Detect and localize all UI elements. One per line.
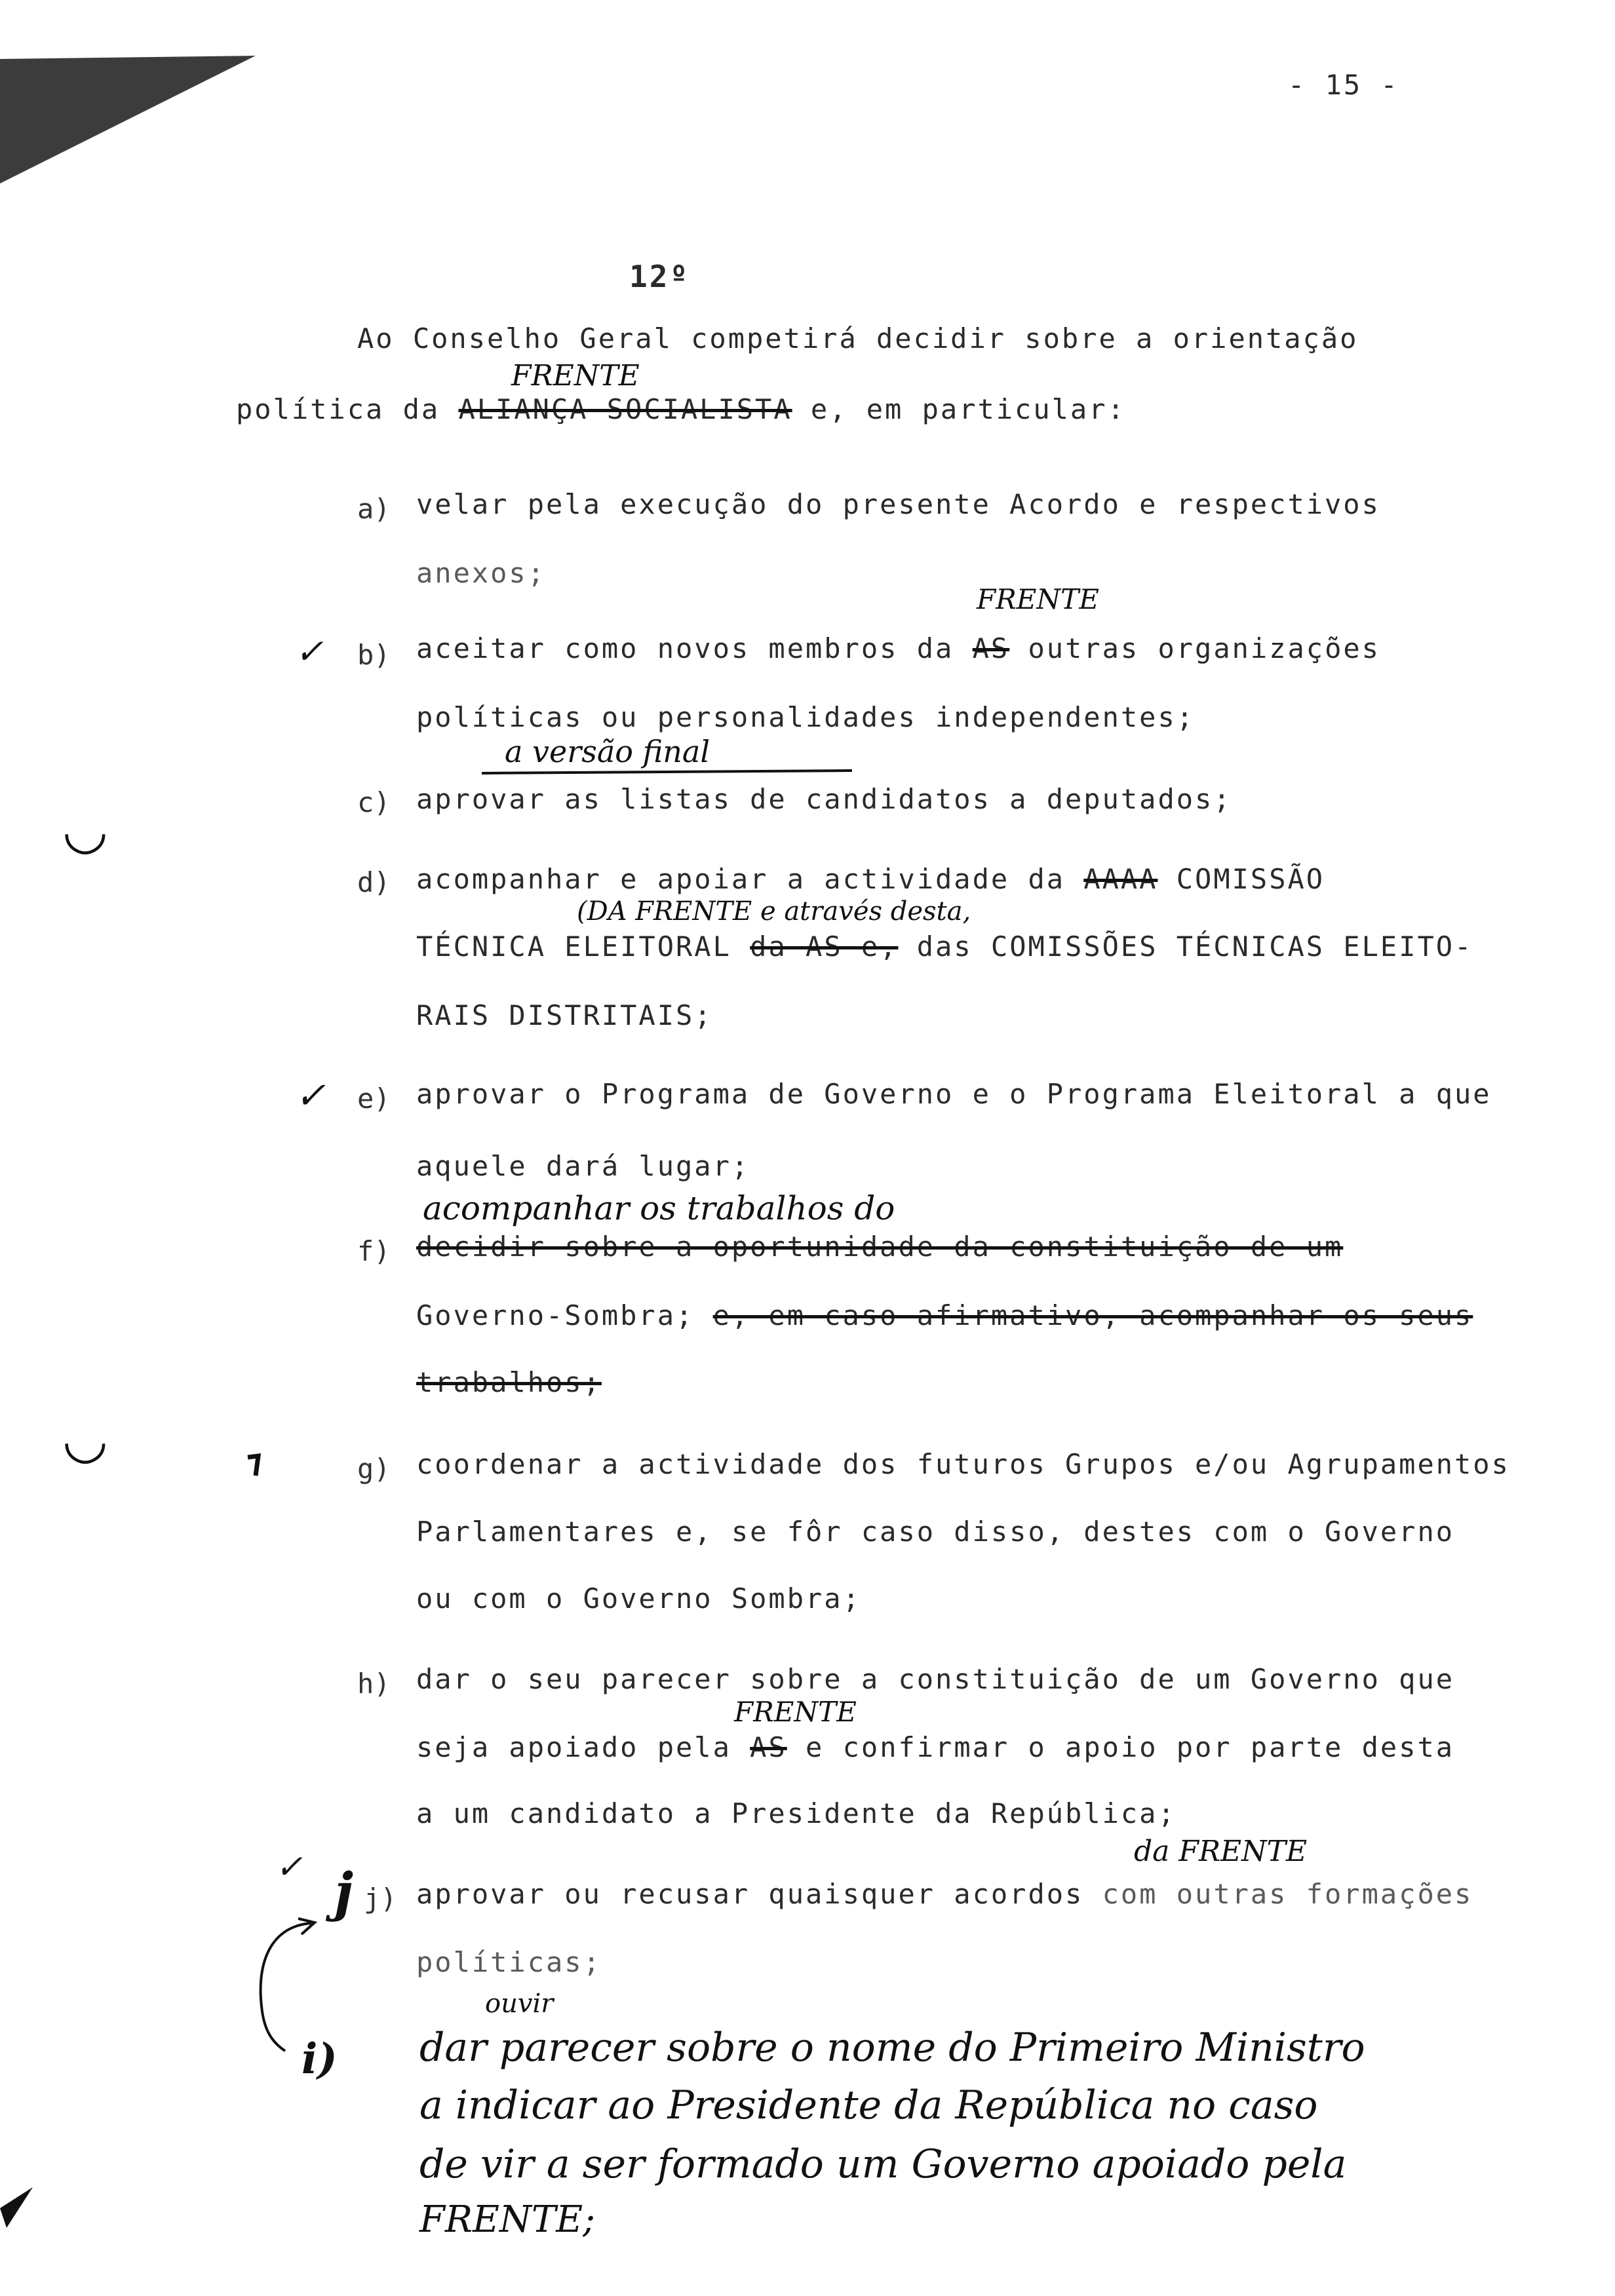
item-a-line-1: velar pela execução do presente Acordo e respectivos [416,488,1380,520]
item-h-suffix-2: e confirmar o apoio por parte desta [806,1731,1455,1763]
item-j-check-mark: ✓ [275,1848,303,1886]
item-f-label: f) [357,1235,391,1267]
item-f-struck-2: e, em caso afirmativo, acompanhar os seus [712,1299,1473,1331]
intro-prefix: política da [236,393,440,425]
item-h-line-1: dar o seu parecer sobre a constituição de um Governo que [416,1663,1455,1695]
item-i-label: i) [302,2035,338,2084]
item-d-line-1 [416,863,1325,895]
item-e-line-2: aquele dará lugar; [416,1150,750,1182]
intro-line-2 [236,393,1126,425]
item-j-insertion: da FRENTE [1134,1835,1308,1868]
item-h-label: h) [357,1668,391,1700]
item-e-line-1: aprovar o Programa de Governo e o Programa Eleitoral a que [416,1078,1492,1110]
item-e-check-mark: ✓ [295,1075,326,1117]
item-h-prefix-2: seja apoiado pela [416,1731,731,1763]
item-c-label: c) [357,786,391,818]
item-j-label: j) [364,1883,397,1915]
item-e-label: e) [357,1082,391,1115]
item-j-line-1 [416,1878,1473,1910]
item-d-suffix-2: das COMISSÕES TÉCNICAS ELEITO- [916,930,1473,963]
scan-corner-shadow [0,39,262,190]
item-b-struck: AS [972,632,1010,664]
item-j-prefix: aprovar ou recusar quaisquer acordos [416,1878,1084,1910]
item-j-hand-label: j [334,1861,353,1923]
item-g-line-1: coordenar a actividade dos futuros Grupos e/ou Agrupamentos [416,1448,1510,1480]
item-a-label: a) [357,493,391,525]
item-f-line-2 [416,1299,1473,1331]
intro-suffix: e, em particular: [810,393,1126,425]
item-f-insertion: acompanhar os trabalhos do [423,1189,895,1227]
item-c-insertion: a versão final [505,734,710,769]
item-h-struck-2: AS [750,1731,787,1763]
item-b-label: b) [357,639,391,671]
item-f-prefix-2: Governo-Sombra; [416,1299,695,1331]
margin-arc-c: ◡ [62,799,108,860]
item-b-suffix: outras organizações [1028,632,1380,664]
item-b-check-mark: ✓ [295,632,324,672]
item-d-line-2 [416,930,1473,963]
item-c-underline [478,765,859,778]
item-h-insertion: FRENTE [734,1696,857,1728]
item-i-line-1: dar parecer sobre o nome do Primeiro Ministro [419,2025,1365,2071]
item-b-prefix: aceitar como novos membros da [416,632,954,664]
item-d-suffix-1: COMISSÃO [1176,863,1325,895]
item-c-line-1: aprovar as listas de candidatos a deputados; [416,783,1232,815]
item-d-prefix: acompanhar e apoiar a actividade da [416,863,1066,895]
item-i-insertion: ouvir [485,1989,554,2019]
item-g-label: g) [357,1453,391,1485]
item-d-line-3: RAIS DISTRITAIS; [416,999,713,1031]
item-i-line-3: de vir a ser formado um Governo apoiado pela [419,2141,1347,2187]
item-d-struck-1: AAAA [1083,863,1158,895]
item-d-insertion: (DA FRENTE e através desta, [577,896,971,927]
item-d-struck-2: da AS e, [750,930,899,963]
item-b-insertion: FRENTE [977,583,1099,615]
item-d-prefix-2: TÉCNICA ELEITORAL [416,930,731,963]
intro-insertion: FRENTE [511,359,640,392]
item-g-line-2: Parlamentares e, se fôr caso disso, destes com o Governo [416,1516,1455,1548]
margin-arc-g: ◡ [62,1409,108,1470]
item-b-line-2: políticas ou personalidades independentes; [416,701,1196,733]
item-j-line-2: políticas; [416,1946,602,1978]
item-i-line-2: a indicar ao Presidente da República no caso [419,2082,1318,2128]
intro-line-1: Ao Conselho Geral competirá decidir sobre a orientação [357,322,1359,354]
item-f-line-3: trabalhos; [416,1366,602,1398]
page-number: - 15 - [1288,69,1399,101]
item-a-line-2: anexos; [416,557,547,589]
item-i-line-4: FRENTE; [419,2198,595,2241]
item-g-margin-mark [244,1453,263,1480]
intro-struck: ALIANÇA SOCIALISTA [458,393,792,425]
section-number: 12º [629,259,690,294]
item-d-label: d) [357,866,391,898]
item-b-line-1 [416,632,1380,664]
item-j-suffix: com outras formações [1102,1878,1473,1910]
item-f-line-1: decidir sobre a oportunidade da constituição de um [416,1231,1344,1263]
item-h-line-3: a um candidato a Presidente da República; [416,1797,1177,1829]
item-h-line-2 [416,1731,1454,1763]
scan-bottom-corner-shadow [0,2182,39,2234]
item-g-line-3: ou com o Governo Sombra; [416,1582,861,1615]
